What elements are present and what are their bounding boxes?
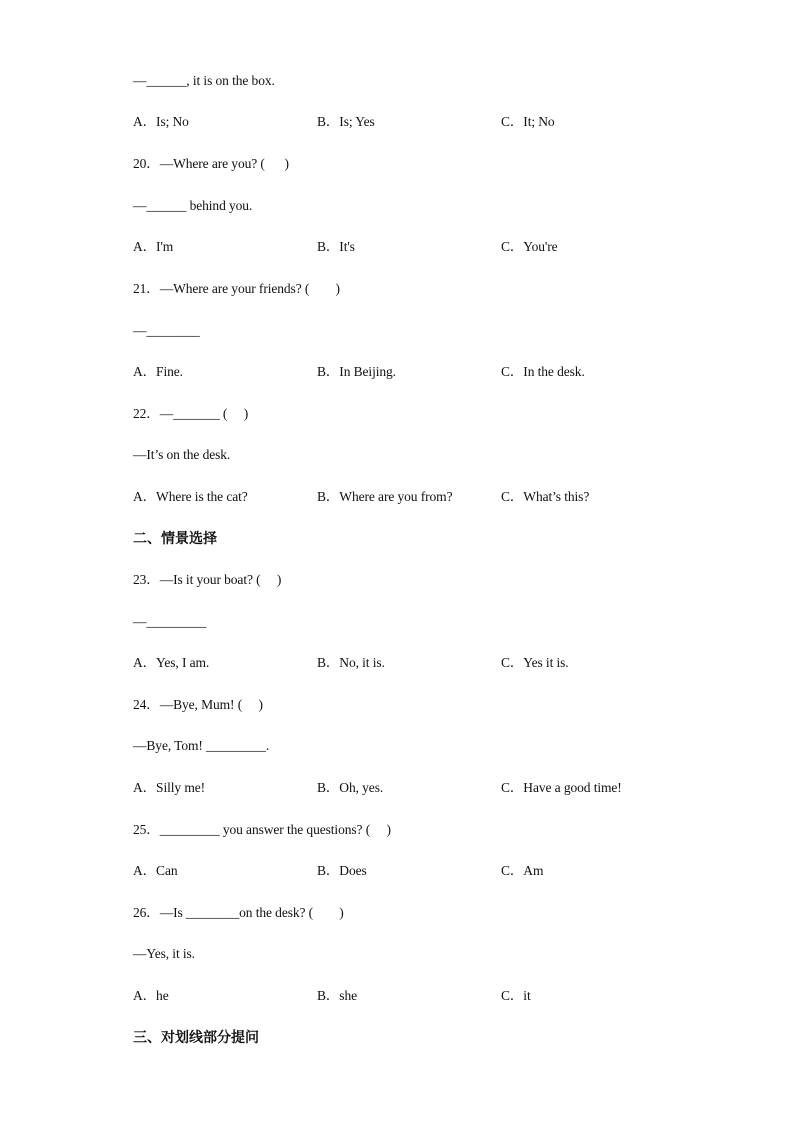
q24-option-b[interactable]: B．Oh, yes.	[317, 780, 384, 795]
q19-option-a[interactable]: A．Is; No	[133, 114, 189, 129]
q23-option-a[interactable]: A．Yes, I am.	[133, 655, 210, 670]
q26-option-c[interactable]: C．it	[501, 988, 531, 1003]
q25-option-c[interactable]: C．Am	[501, 863, 544, 878]
q22-stem: 22．—_______ ( )	[133, 406, 249, 421]
q23-option-b[interactable]: B．No, it is.	[317, 655, 385, 670]
q26-stem: 26．—Is ________on the desk? ( )	[133, 905, 344, 920]
q21-answer-line: —________	[133, 323, 200, 338]
q21-option-b[interactable]: B．In Beijing.	[317, 364, 396, 379]
q24-option-c[interactable]: C．Have a good time!	[501, 780, 622, 795]
q21-option-c[interactable]: C．In the desk.	[501, 364, 585, 379]
q21-stem: 21．—Where are your friends? ( )	[133, 281, 340, 296]
q20-stem: 20．—Where are you? ( )	[133, 156, 289, 171]
q26-option-b[interactable]: B．she	[317, 988, 358, 1003]
q24-answer-line: —Bye, Tom! _________.	[133, 738, 270, 753]
q21-options	[133, 362, 585, 382]
q20-options	[133, 237, 558, 257]
q22-option-a[interactable]: A．Where is the cat?	[133, 489, 248, 504]
q25-option-b[interactable]: B．Does	[317, 863, 367, 878]
q24-options	[133, 778, 622, 798]
q23-stem: 23．—Is it your boat? ( )	[133, 572, 282, 587]
q20-option-a[interactable]: A．I'm	[133, 239, 174, 254]
q26-answer-line: —Yes, it is.	[133, 946, 195, 961]
q22-options	[133, 487, 590, 507]
q25-option-a[interactable]: A．Can	[133, 863, 178, 878]
q19-options	[133, 112, 555, 132]
q23-answer-line: —_________	[133, 614, 207, 629]
q21-option-a[interactable]: A．Fine.	[133, 364, 183, 379]
q22-option-b[interactable]: B．Where are you from?	[317, 489, 453, 504]
q19-option-c[interactable]: C．It; No	[501, 114, 555, 129]
q23-options	[133, 653, 569, 673]
q25-stem: 25．_________ you answer the questions? ( )	[133, 822, 391, 837]
q22-answer-line: —It’s on the desk.	[133, 447, 231, 462]
q23-option-c[interactable]: C．Yes it is.	[501, 655, 569, 670]
q24-option-a[interactable]: A．Silly me!	[133, 780, 206, 795]
section-2-heading: 二、情景选择	[133, 531, 217, 547]
q22-option-c[interactable]: C．What’s this?	[501, 489, 590, 504]
q19-option-b[interactable]: B．Is; Yes	[317, 114, 375, 129]
q26-option-a[interactable]: A．he	[133, 988, 169, 1003]
q20-option-c[interactable]: C．You're	[501, 239, 558, 254]
section-3-heading: 三、对划线部分提问	[133, 1030, 259, 1046]
q26-options	[133, 986, 531, 1006]
q25-options	[133, 861, 544, 881]
q20-option-b[interactable]: B．It's	[317, 239, 355, 254]
q19-answer-line: —______, it is on the box.	[133, 73, 275, 88]
q24-stem: 24．—Bye, Mum! ( )	[133, 697, 263, 712]
q20-answer-line: —______ behind you.	[133, 198, 253, 213]
